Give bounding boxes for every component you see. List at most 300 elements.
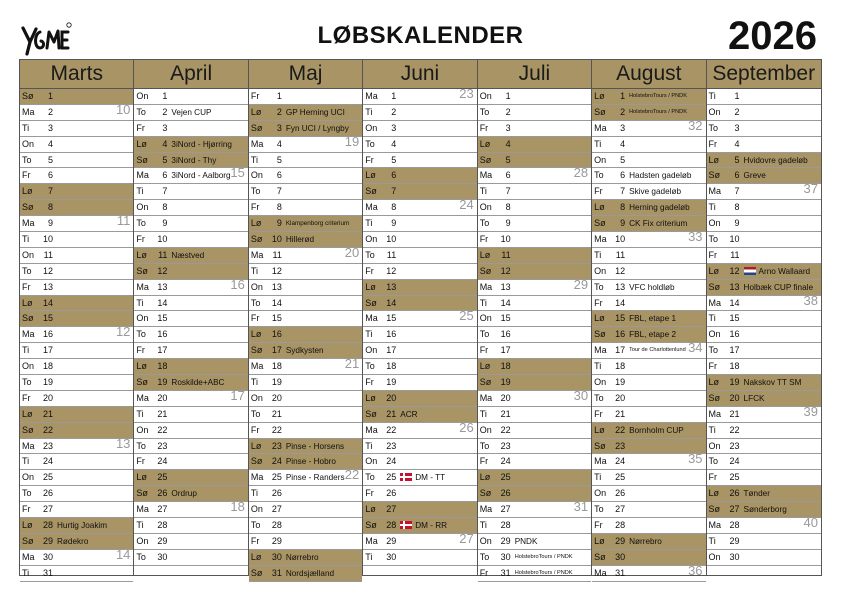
day-number: 4: [734, 138, 740, 149]
week-number: 36: [688, 562, 703, 578]
day-row: [707, 454, 821, 470]
day-row: [363, 375, 476, 391]
event-text: Nakskov TT SM: [743, 378, 802, 388]
day-row: [478, 184, 591, 200]
weekday: To: [22, 488, 32, 499]
event-label: [286, 343, 324, 358]
day-row: [363, 502, 476, 518]
day-number: 26: [615, 488, 626, 499]
day-number: 10: [500, 234, 511, 245]
weekday: On: [479, 202, 492, 213]
day-row: [20, 343, 133, 359]
day-number: 29: [271, 535, 282, 546]
event-text: GP Herning UCI: [285, 107, 345, 117]
day-number: 20: [42, 392, 53, 403]
day-number: 21: [386, 408, 397, 419]
day-number: 11: [272, 249, 282, 260]
weekday: Ti: [594, 361, 602, 372]
day-row: [134, 248, 247, 264]
week-number: 38: [803, 292, 818, 308]
weekday: Ma: [708, 297, 722, 308]
weekday: Ma: [22, 218, 35, 229]
weekday: To: [708, 456, 719, 467]
day-row: [592, 518, 705, 534]
weekday: Fr: [136, 234, 145, 245]
weekday: On: [594, 154, 607, 165]
day-row: [249, 264, 362, 280]
weekday: Fr: [479, 456, 489, 467]
day-row: [707, 264, 821, 280]
weekday: Ti: [22, 345, 30, 356]
day-number: 10: [615, 234, 626, 245]
weekday: On: [136, 424, 149, 435]
event-label: [286, 105, 345, 120]
day-number: 23: [157, 440, 168, 451]
day-row: [249, 311, 362, 327]
day-number: 22: [615, 424, 626, 435]
day-number: 23: [615, 440, 626, 451]
day-row: [134, 470, 247, 486]
day-number: 21: [615, 408, 626, 419]
event-text: DM - TT: [415, 473, 446, 483]
day-row: [478, 232, 591, 248]
day-number: 30: [615, 551, 626, 562]
weekday: Sø: [250, 567, 263, 578]
day-row: [363, 232, 476, 248]
day-number: 22: [500, 424, 511, 435]
event-text: Nørrebro: [629, 536, 662, 546]
weekday: Sø: [708, 170, 721, 181]
event-label: [286, 470, 345, 485]
day-number: 30: [42, 551, 53, 562]
month-header: September: [707, 60, 821, 89]
weekday: To: [594, 392, 604, 403]
week-number: 21: [344, 356, 360, 372]
day-number: 18: [42, 361, 53, 372]
day-number: 15: [615, 313, 626, 324]
weekday: On: [365, 456, 378, 467]
weekday: To: [594, 170, 604, 181]
day-number: 3: [162, 122, 168, 133]
weekday: Sø: [479, 265, 492, 276]
day-number: 20: [386, 392, 397, 403]
weekday: Lø: [22, 408, 33, 419]
weekday: Ma: [365, 202, 378, 213]
event-label: [629, 89, 687, 104]
weekday: Ti: [22, 567, 30, 578]
day-number: 17: [500, 345, 511, 356]
event-label: [629, 184, 681, 199]
day-number: 30: [500, 551, 511, 562]
day-number: 14: [386, 297, 397, 308]
day-number: 4: [47, 138, 53, 149]
weekday: Lø: [250, 440, 262, 451]
day-row: [592, 296, 705, 312]
day-number: 20: [615, 392, 626, 403]
weekday: Lø: [594, 91, 605, 101]
event-label: [515, 534, 538, 549]
weekday: Lø: [250, 218, 262, 229]
weekday: To: [594, 504, 604, 515]
event-text: VFC holdløb: [629, 282, 675, 292]
day-number: 19: [157, 377, 168, 388]
day-number: 16: [157, 329, 168, 340]
month-header: Juli: [478, 60, 591, 89]
day-row: [478, 550, 591, 566]
day-number: 22: [386, 424, 397, 435]
day-row: [478, 137, 591, 153]
weekday: Sø: [250, 345, 263, 356]
weekday: On: [250, 170, 263, 181]
day-row: [592, 486, 705, 502]
weekday: Ma: [136, 170, 149, 181]
day-row: [134, 137, 247, 153]
day-number: 5: [276, 154, 282, 165]
day-row: [20, 470, 133, 486]
day-number: 17: [271, 345, 282, 356]
month-column: [478, 60, 592, 578]
day-number: 15: [386, 313, 397, 324]
weekday: On: [365, 345, 378, 356]
day-number: 8: [47, 202, 53, 213]
event-text: 3iNord - Thy: [171, 155, 217, 165]
day-row: [363, 530, 476, 550]
day-row: [592, 407, 705, 423]
day-number: 29: [386, 535, 397, 546]
event-label: [171, 168, 230, 183]
day-number: 20: [157, 392, 168, 403]
event-text: Bornholm CUP: [629, 425, 684, 435]
day-row: [478, 296, 591, 312]
weekday: On: [594, 265, 607, 276]
day-number: 1: [162, 91, 168, 101]
event-label: [744, 502, 787, 517]
event-text: Fyn UCI / Lyngby: [285, 123, 349, 133]
event-label: [629, 105, 687, 120]
day-row: [249, 184, 362, 200]
day-row: [249, 200, 362, 216]
weekday: Lø: [708, 265, 720, 276]
weekday: Lø: [136, 249, 147, 260]
day-number: 13: [729, 281, 740, 292]
day-row: [707, 181, 821, 200]
weekday: On: [594, 488, 607, 499]
event-text: Tønder: [743, 489, 770, 499]
day-number: 11: [158, 249, 168, 260]
day-number: 24: [729, 456, 740, 467]
day-number: 26: [729, 488, 740, 499]
month-column: [249, 60, 363, 578]
day-number: 31: [615, 567, 626, 578]
day-number: 8: [734, 202, 740, 213]
day-row: [478, 439, 591, 455]
day-number: 30: [157, 551, 168, 562]
day-row: [134, 550, 247, 566]
event-label: [171, 248, 204, 263]
day-row: [249, 375, 362, 391]
weekday: On: [708, 551, 721, 562]
event-text: Greve: [743, 171, 766, 181]
day-number: 7: [620, 186, 626, 197]
event-text: Hadsten gadeløb: [629, 171, 692, 181]
weekday: Sø: [365, 520, 377, 531]
weekday: On: [22, 472, 35, 483]
day-number: 10: [271, 234, 282, 245]
weekday: Lø: [594, 202, 605, 213]
event-text: Skive gadeløb: [629, 187, 681, 197]
weekday: Lø: [250, 106, 262, 117]
day-number: 19: [500, 377, 511, 388]
weekday: Lø: [708, 488, 720, 499]
weekday: Ma: [365, 313, 378, 324]
weekday: Lø: [136, 138, 147, 149]
day-row: [249, 168, 362, 184]
day-number: 12: [500, 265, 511, 276]
week-number: 20: [344, 244, 360, 260]
day-number: 6: [162, 170, 168, 181]
day-row: [134, 518, 247, 534]
day-number: 1: [276, 91, 282, 101]
weekday: Ti: [365, 218, 373, 229]
day-number: 31: [500, 567, 511, 578]
event-label: [286, 550, 319, 565]
weekday: To: [365, 472, 375, 483]
event-text: Nørrebro: [285, 552, 319, 562]
event-label: [629, 423, 684, 438]
day-row: [20, 184, 133, 200]
event-label: [286, 232, 314, 247]
day-row: [20, 248, 133, 264]
event-text: Herning gadeløb: [629, 203, 690, 213]
day-number: 27: [271, 504, 282, 515]
weekday: Fr: [365, 488, 374, 499]
event-text: Tour de Charlottenlund: [629, 347, 686, 354]
week-number: 32: [688, 117, 703, 133]
week-number: 11: [116, 213, 131, 229]
day-row: [592, 153, 705, 169]
weekday: Lø: [594, 424, 605, 435]
week-number: 34: [688, 340, 703, 356]
day-number: 19: [42, 377, 53, 388]
danish-flag-icon: [400, 473, 412, 481]
day-number: 8: [162, 202, 168, 213]
day-number: 27: [386, 504, 397, 515]
day-number: 10: [42, 234, 53, 245]
weekday: Lø: [594, 535, 605, 546]
day-number: 1: [47, 91, 53, 101]
day-row: [478, 89, 591, 105]
day-row: [592, 534, 705, 550]
day-row: [20, 566, 133, 582]
day-number: 30: [271, 551, 282, 562]
weekday: On: [250, 504, 263, 515]
day-number: 9: [162, 218, 168, 229]
day-row: [592, 340, 705, 359]
weekday: Lø: [365, 392, 376, 403]
weekday: To: [365, 249, 375, 260]
day-row: [592, 502, 705, 518]
day-number: 18: [500, 361, 511, 372]
week-number: 22: [344, 467, 360, 483]
day-number: 20: [271, 392, 282, 403]
event-text: Nordsjælland: [285, 568, 335, 578]
day-row: [20, 264, 133, 280]
event-label: [286, 566, 334, 581]
event-label: [400, 518, 447, 533]
day-row: [363, 197, 476, 216]
day-row: [707, 375, 821, 391]
day-number: 22: [157, 424, 168, 435]
weekday: Lø: [365, 281, 376, 292]
week-number: 25: [459, 308, 474, 324]
event-label: [629, 343, 686, 358]
weekday: Fr: [250, 202, 260, 213]
day-row: [707, 470, 821, 486]
day-number: 2: [47, 106, 53, 117]
event-label: [171, 137, 232, 152]
day-row: [363, 168, 476, 184]
day-number: 14: [500, 297, 511, 308]
day-row: [20, 137, 133, 153]
day-number: 28: [500, 520, 511, 531]
day-number: 1: [391, 91, 397, 101]
week-number: 30: [573, 387, 589, 403]
weekday: Ma: [479, 281, 493, 292]
weekday: Lø: [479, 249, 491, 260]
weekday: Ti: [365, 440, 373, 451]
weekday: Ma: [22, 551, 35, 562]
event-label: [515, 566, 573, 581]
week-number: 16: [230, 276, 245, 292]
event-text: Hurtig Joakim: [57, 521, 108, 531]
day-number: 12: [157, 265, 168, 276]
day-row: [249, 534, 362, 550]
weekday: Ti: [365, 329, 373, 340]
day-number: 28: [615, 520, 626, 531]
month-header: Marts: [20, 60, 133, 89]
day-number: 2: [620, 106, 626, 117]
weekday: Sø: [708, 281, 721, 292]
day-number: 24: [271, 456, 282, 467]
day-row: [20, 454, 133, 470]
day-number: 17: [729, 345, 740, 356]
day-number: 6: [734, 170, 740, 181]
page-title: LØBSKALENDER: [317, 22, 524, 49]
weekday: To: [250, 520, 261, 531]
weekday: On: [136, 535, 149, 546]
day-row: [707, 200, 821, 216]
event-text: Vejen CUP: [171, 107, 212, 117]
day-number: 9: [47, 218, 53, 229]
day-number: 25: [386, 472, 397, 483]
day-number: 28: [386, 520, 397, 531]
weekday: Ti: [708, 535, 716, 546]
day-row: [707, 423, 821, 439]
day-row: [134, 387, 247, 407]
weekday: Ma: [708, 520, 722, 531]
day-row: [592, 391, 705, 407]
calendar-grid: [19, 59, 822, 576]
weekday: Fr: [479, 567, 489, 578]
day-number: 2: [734, 106, 740, 117]
day-number: 29: [729, 535, 740, 546]
month-column: [707, 60, 821, 575]
weekday: Lø: [708, 377, 720, 388]
weekday: Fr: [22, 281, 31, 292]
day-number: 19: [729, 377, 740, 388]
day-row: [20, 324, 133, 343]
day-row: [363, 439, 476, 455]
day-number: 23: [42, 440, 53, 451]
month-column: [20, 60, 134, 578]
day-number: 1: [505, 91, 511, 101]
event-text: PNDK: [514, 536, 538, 546]
day-number: 3: [276, 122, 282, 133]
event-text: Roskilde+ABC: [171, 378, 225, 388]
weekday: Lø: [22, 520, 33, 531]
day-row: [249, 486, 362, 502]
day-row: [20, 280, 133, 296]
day-row: [134, 499, 247, 518]
day-row: [592, 423, 705, 439]
weekday: Sø: [365, 408, 377, 419]
day-row: [249, 133, 362, 153]
weekday: To: [22, 154, 32, 165]
week-number: 37: [803, 181, 818, 197]
event-text: Hvidovre gadeløb: [743, 155, 808, 165]
day-row: [478, 454, 591, 470]
day-row: [478, 499, 591, 518]
event-text: Klampenborg criterium: [285, 220, 350, 228]
day-number: 16: [729, 329, 740, 340]
day-number: 13: [500, 281, 511, 292]
day-number: 15: [729, 313, 740, 324]
weekday: To: [479, 440, 490, 451]
weekday: Ma: [594, 122, 607, 133]
weekday: Lø: [479, 472, 491, 483]
weekday: Ti: [365, 551, 373, 562]
day-row: [20, 168, 133, 184]
event-label: [286, 454, 336, 469]
day-number: 7: [47, 186, 53, 197]
weekday: To: [250, 408, 261, 419]
weekday: On: [22, 249, 35, 260]
weekday: Ti: [479, 520, 487, 531]
weekday: Sø: [479, 488, 492, 499]
day-number: 13: [271, 281, 282, 292]
weekday: Fr: [136, 345, 145, 356]
weekday: Ti: [708, 91, 716, 101]
month-header: August: [592, 60, 705, 89]
day-number: 21: [729, 408, 740, 419]
day-number: 2: [391, 106, 397, 117]
day-number: 7: [162, 186, 168, 197]
day-number: 7: [276, 186, 282, 197]
day-number: 23: [729, 440, 740, 451]
week-number: 29: [573, 276, 589, 292]
day-row: [134, 359, 247, 375]
weekday: On: [365, 122, 378, 133]
day-number: 11: [501, 249, 511, 260]
day-row: [707, 121, 821, 137]
day-row: [134, 121, 247, 137]
day-row: [707, 232, 821, 248]
day-row: [249, 216, 362, 232]
weekday: Lø: [708, 154, 720, 165]
day-number: 15: [271, 313, 282, 324]
day-number: 7: [505, 186, 511, 197]
day-number: 14: [271, 297, 282, 308]
